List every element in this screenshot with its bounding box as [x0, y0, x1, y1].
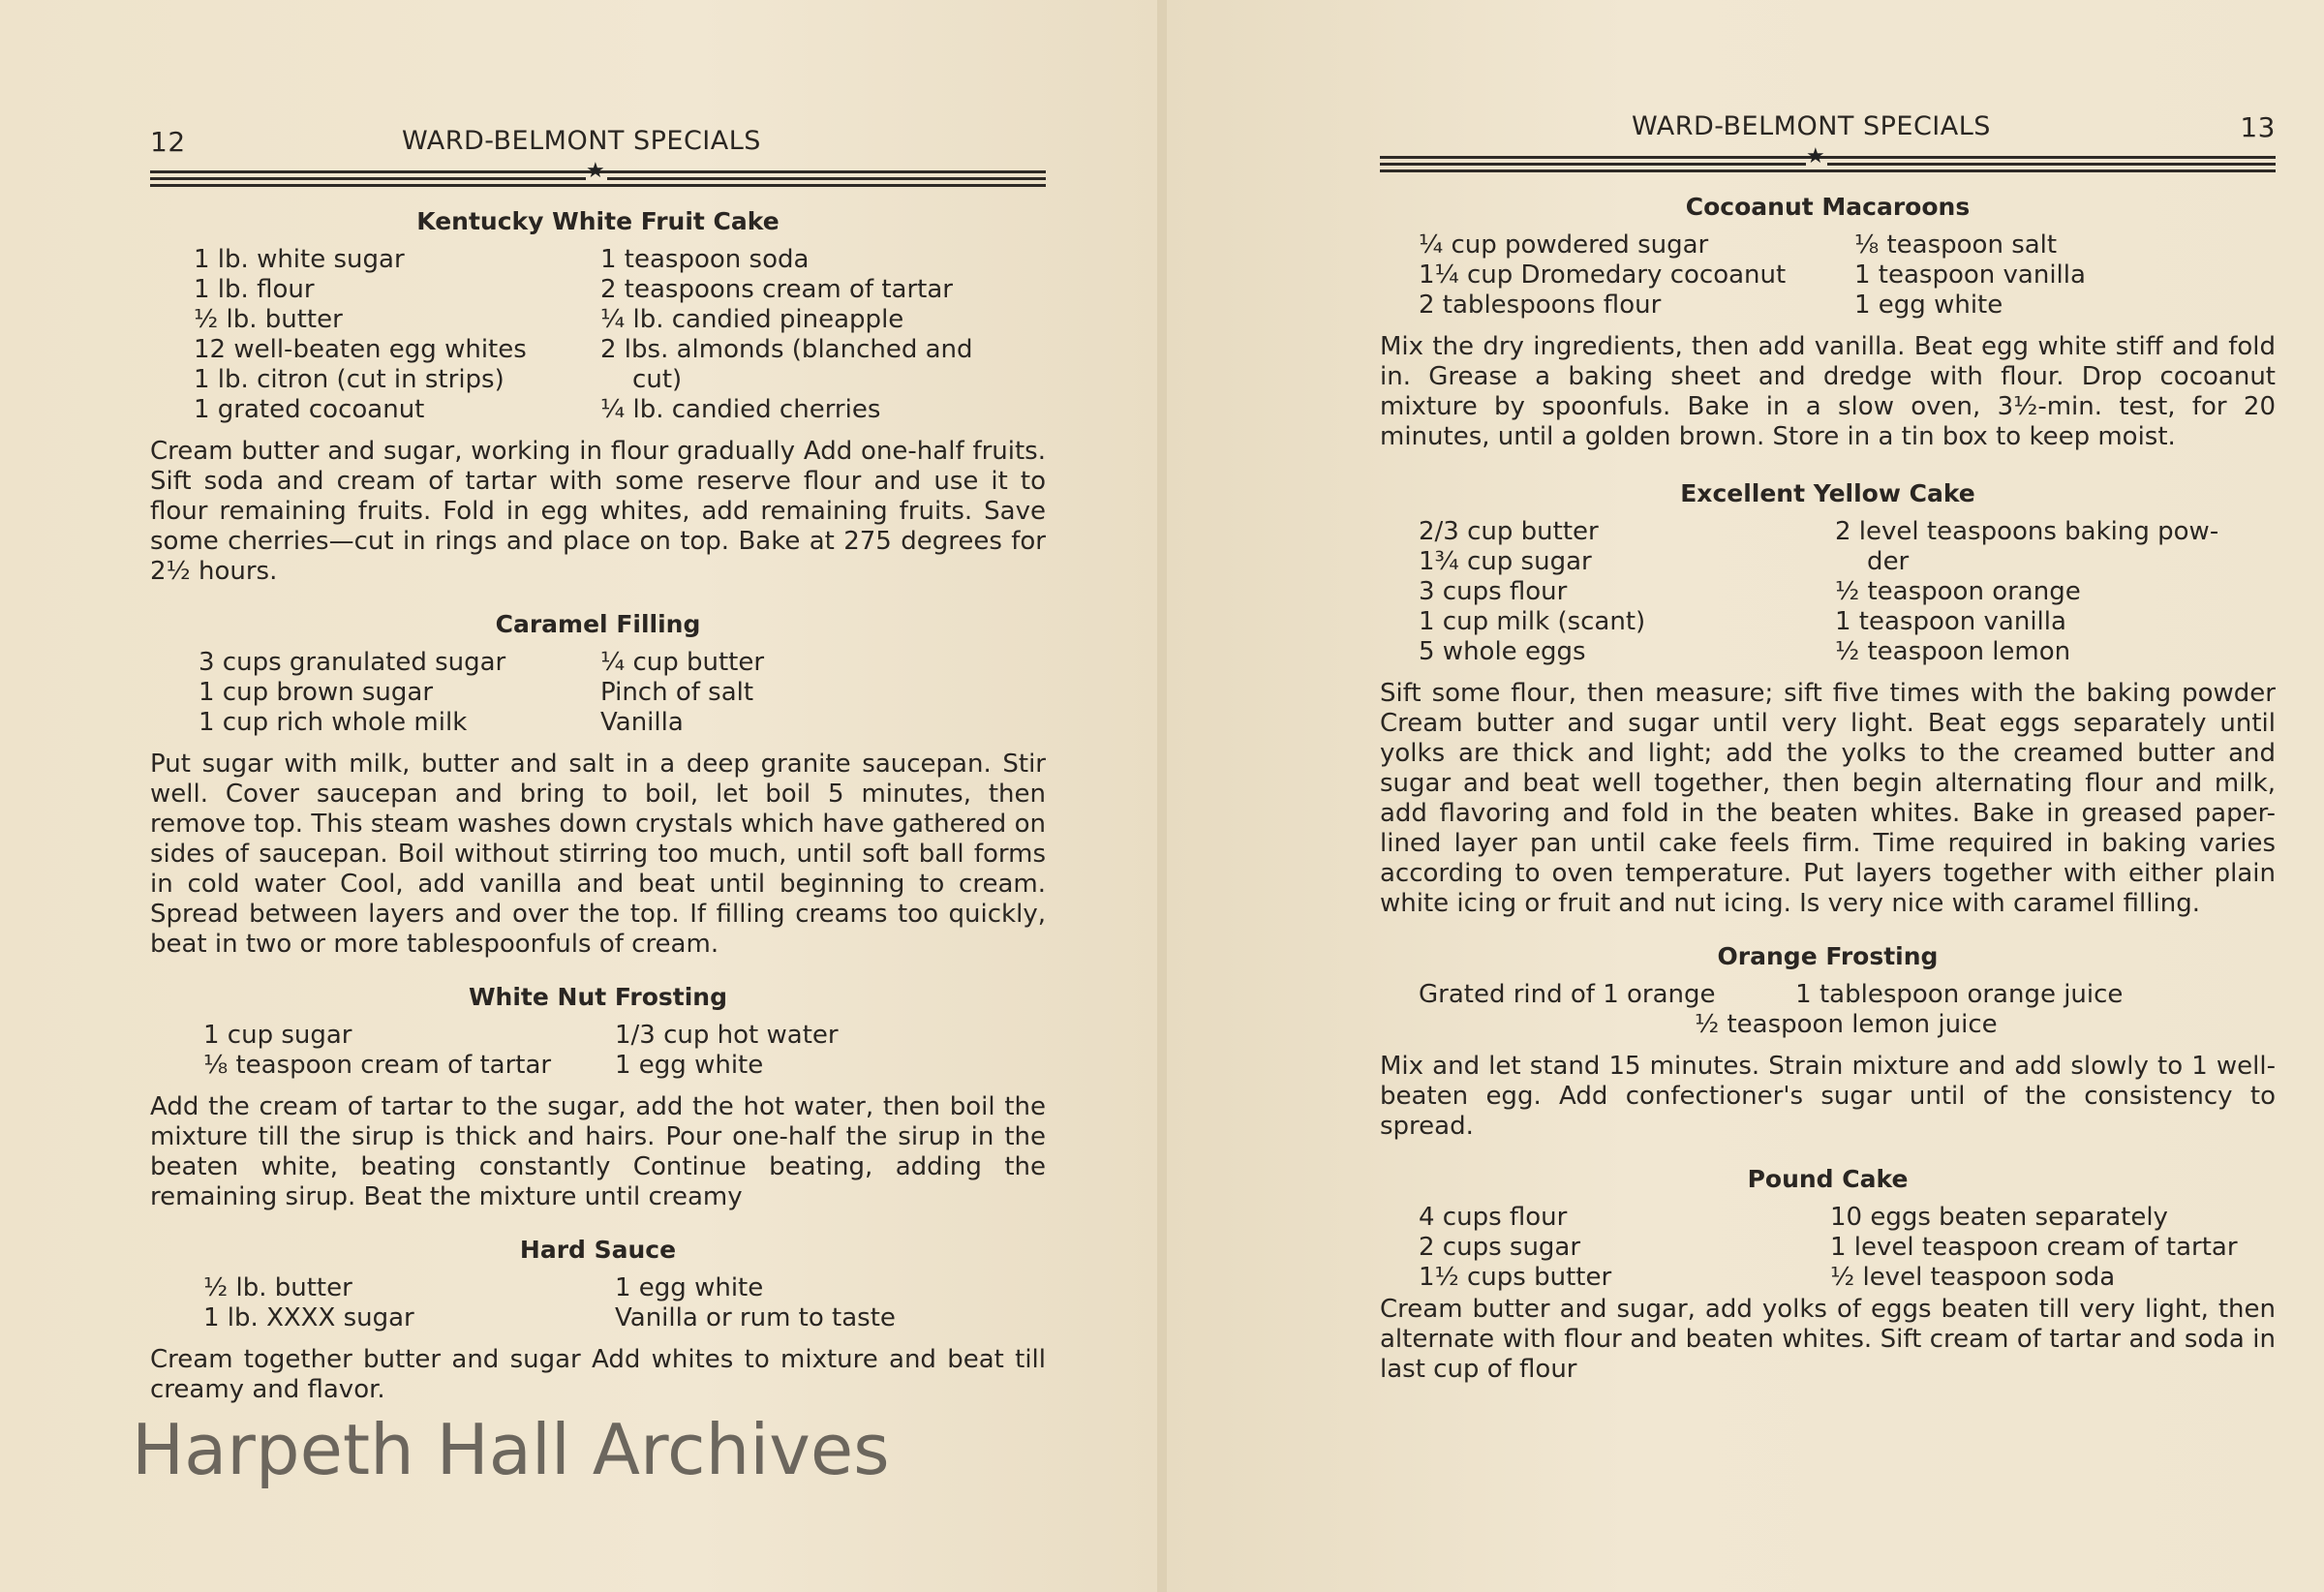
recipe-directions: Add the cream of tartar to the sugar, add the hot water, then boil the mixture till the sirup is thick and hairs. Pour one-half the sirup in the beaten white, beating constantly Continue beating, adding the remaining sirup. Beat the mixture until creamy: [150, 1092, 1046, 1211]
ingredient: 1¾ cup sugar: [1419, 547, 1592, 576]
ingredient: ¼ lb. candied cherries: [600, 395, 881, 424]
archive-watermark: Harpeth Hall Archives: [132, 1409, 890, 1490]
left-page: [0, 0, 1157, 1592]
ingredient: ⅛ teaspoon salt: [1854, 230, 2058, 260]
recipe-directions: Cream butter and sugar, working in flour gradually Add one-half fruits. Sift soda and cream of tartar with some reserve flour and use it to flour remaining fruits. Fold in egg whites, add remaining fruits. Save some cherries—cut in rings and place on top. Bake at 275 degrees for 2½ hours.: [150, 437, 1046, 586]
ingredient: 1 level teaspoon cream of tartar: [1830, 1233, 2238, 1262]
recipe-title: Cocoanut Macaroons: [1685, 193, 1971, 221]
running-title: WARD-BELMONT SPECIALS: [402, 126, 761, 156]
star-icon: ★: [586, 159, 605, 183]
recipe-title: Kentucky White Fruit Cake: [416, 207, 780, 235]
ingredient: 3 cups flour: [1419, 577, 1568, 606]
ingredient: 1 cup milk (scant): [1419, 607, 1646, 636]
ingredient-list: [150, 648, 1046, 738]
ingredient: 1 egg white: [1854, 291, 2003, 320]
ingredient: ¼ cup butter: [600, 648, 765, 677]
ingredient: 1 cup rich whole milk: [199, 708, 468, 737]
ingredient: 1¼ cup Dromedary cocoanut: [1419, 260, 1787, 290]
recipe-directions: Cream butter and sugar, add yolks of eggs beaten till very light, then alternate with flour and beaten whites. Sift cream of tartar and soda in last cup of flour: [1380, 1295, 2276, 1384]
ingredient: ½ lb. butter: [194, 305, 343, 334]
ingredient: 1 lb. white sugar: [194, 245, 405, 274]
ingredient: ½ level teaspoon soda: [1830, 1263, 2116, 1292]
recipe-directions: Put sugar with milk, butter and salt in a deep granite saucepan. Stir well. Cover saucepan and bring to boil, let boil 5 minutes, then remove top. This steam washes down crystals which have gathered on sides of saucepan. Boil without stirring too much, until soft ball forms in cold water Cool, add vanilla and beat until beginning to cream. Spread between layers and over the top. If filling creams too quickly, beat in two or more tablespoonfuls of cream.: [150, 750, 1046, 959]
ingredient: ¼ lb. candied pineapple: [600, 305, 904, 334]
ingredient: ¼ cup powdered sugar: [1419, 230, 1709, 260]
ingredient: Vanilla or rum to taste: [615, 1303, 896, 1332]
page-number: 13: [2240, 111, 2276, 143]
ingredient: ½ teaspoon lemon juice: [1695, 1010, 1998, 1039]
ingredient: 2 cups sugar: [1419, 1233, 1581, 1262]
right-page: [1167, 0, 2324, 1592]
ingredient: 1 cup brown sugar: [199, 678, 434, 707]
recipe-directions: Mix the dry ingredients, then add vanilla. Beat egg white stiff and fold in. Grease a baking sheet and dredge with flour. Drop cocoanut mixture by spoonfuls. Bake in a slow oven, 3½-min. test, for 20 minutes, until a golden brown. Store in a tin box to keep moist.: [1380, 332, 2276, 451]
ingredient-list: [1380, 230, 2276, 321]
ingredient: 1 grated cocoanut: [194, 395, 425, 424]
ingredient: ⅛ teaspoon cream of tartar: [203, 1051, 552, 1080]
recipe-title: Hard Sauce: [519, 1236, 677, 1264]
ingredient: der: [1835, 547, 1910, 576]
ingredient: ½ teaspoon orange: [1835, 577, 2081, 606]
ingredient: 2 tablespoons flour: [1419, 291, 1662, 320]
ingredient-list: [150, 1273, 1046, 1333]
ingredient: ½ teaspoon lemon: [1835, 637, 2071, 666]
ingredient: 1 teaspoon vanilla: [1854, 260, 2086, 290]
ingredient: 2 teaspoons cream of tartar: [600, 275, 953, 304]
ingredient: 1 egg white: [615, 1273, 764, 1302]
book-gutter: [1157, 0, 1167, 1592]
ingredient: 3 cups granulated sugar: [199, 648, 506, 677]
ingredient: 2 lbs. almonds (blanched and: [600, 335, 973, 364]
recipe-title: Orange Frosting: [1717, 942, 1939, 970]
ingredient: 1/3 cup hot water: [615, 1021, 839, 1050]
header-rule: [1380, 144, 2276, 173]
recipe-title: White Nut Frosting: [468, 983, 727, 1011]
running-header: [1380, 111, 2276, 150]
ingredient: 2/3 cup butter: [1419, 517, 1599, 546]
ingredient: 1½ cups butter: [1419, 1263, 1612, 1292]
recipe-directions: Sift some flour, then measure; sift five times with the baking powder Cream butter and sugar until very light. Beat eggs separately until yolks are thick and light; add the yolks to the creamed butter and sugar and beat well together, then begin alternating flour and milk, add flavoring and fold in the beaten whites. Bake in greased paper-lined layer pan until cake feels firm. Time required in baking varies according to oven temperature. Put layers together with either plain white icing or fruit and nut icing. Is very nice with caramel filling.: [1380, 679, 2276, 918]
recipe-directions: Cream together butter and sugar Add whites to mixture and beat till creamy and flavor.: [150, 1345, 1046, 1404]
ingredient: 12 well-beaten egg whites: [194, 335, 527, 364]
ingredient: 1 cup sugar: [203, 1021, 352, 1050]
running-title: WARD-BELMONT SPECIALS: [1632, 111, 1991, 141]
ingredient: 1 lb. XXXX sugar: [203, 1303, 414, 1332]
ingredient: 1 teaspoon soda: [600, 245, 810, 274]
star-icon: ★: [1806, 144, 1825, 168]
page-number: 12: [150, 126, 186, 158]
ingredient: 5 whole eggs: [1419, 637, 1586, 666]
ingredient-list: [1380, 517, 2276, 667]
ingredient-list: [150, 245, 1046, 425]
ingredient-list: [150, 1021, 1046, 1081]
ingredient-list: [1380, 1203, 2276, 1293]
ingredient: 1 egg white: [615, 1051, 764, 1080]
header-rule: [150, 159, 1046, 188]
recipe-title: Pound Cake: [1747, 1165, 1909, 1193]
ingredient: Vanilla: [600, 708, 684, 737]
ingredient-list: [1380, 980, 2276, 1040]
ingredient: cut): [600, 365, 683, 394]
ingredient: Pinch of salt: [600, 678, 754, 707]
ingredient: Grated rind of 1 orange 1 tablespoon orange juice: [1419, 980, 2124, 1009]
ingredient: 1 lb. citron (cut in strips): [194, 365, 505, 394]
ingredient: 2 level teaspoons baking pow-: [1835, 517, 2219, 546]
recipe-directions: Mix and let stand 15 minutes. Strain mixture and add slowly to 1 well-beaten egg. Add confectioner's sugar until of the consistency to spread.: [1380, 1052, 2276, 1141]
recipe-title: Excellent Yellow Cake: [1680, 479, 1975, 507]
ingredient: 10 eggs beaten separately: [1830, 1203, 2168, 1232]
recipe-title: Caramel Filling: [495, 610, 701, 638]
ingredient: 1 teaspoon vanilla: [1835, 607, 2066, 636]
ingredient: 4 cups flour: [1419, 1203, 1568, 1232]
ingredient: ½ lb. butter: [203, 1273, 352, 1302]
ingredient: 1 lb. flour: [194, 275, 315, 304]
